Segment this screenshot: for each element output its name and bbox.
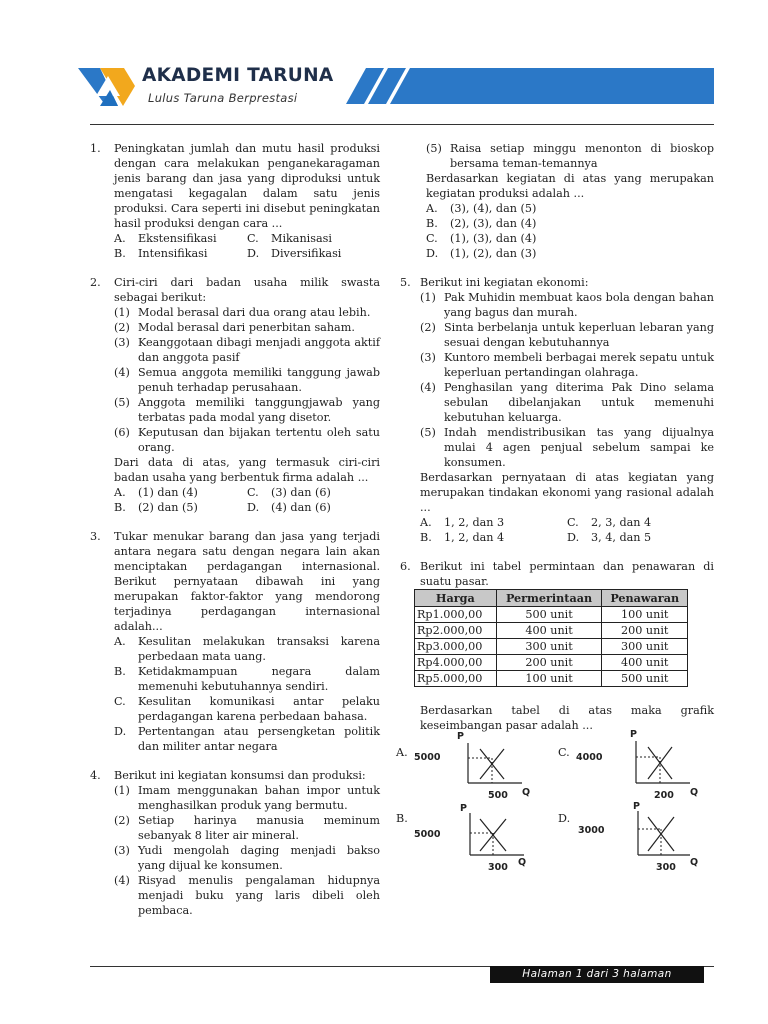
table-header-row [415, 590, 688, 607]
question-prompt: Dari data di atas, yang termasuk ciri-ciri badan usaha yang berbentuk firma adalah ... [114, 456, 380, 484]
list-item: (3) Yudi mengolah daging menjadi bakso yang dijual ke konsumen. [114, 844, 380, 872]
option-c[interactable]: C. (1), (3), dan (4) [426, 232, 537, 245]
list-item: (5) Anggota memiliki tanggungjawab yang terbatas pada modal yang disetor. [114, 396, 380, 424]
graph-label: A. [396, 746, 408, 759]
col-header-permintaan: Permerintaan [496, 590, 602, 607]
logo-icon [78, 68, 135, 106]
question-2 [90, 275, 380, 515]
axis-p-label: P [457, 731, 464, 742]
axis-q-label: Q [522, 787, 531, 798]
supply-demand-table [414, 589, 688, 687]
graph-option-b[interactable] [396, 803, 536, 877]
col-header-penawaran: Penawaran [602, 590, 688, 607]
quantity-label: 300 [488, 862, 508, 873]
equilibrium-graph [396, 735, 536, 805]
option-d[interactable]: D. 3, 4, dan 5 [567, 531, 652, 544]
list-item: (2) Setiap harinya manusia meminum sebanyak 8 liter air mineral. [114, 814, 380, 842]
question-text: Berikut ini kegiatan ekonomi: [420, 276, 589, 289]
options [114, 231, 380, 261]
page-header [0, 0, 768, 130]
graph-options [396, 729, 714, 883]
options [420, 515, 714, 545]
option-a[interactable]: A. (1) dan (4) [114, 486, 198, 499]
option-c[interactable]: C. Kesulitan komunikasi antar pelaku perdagangan karena perbedaan bahasa. [114, 695, 380, 723]
question-5 [400, 275, 714, 545]
equilibrium-graph [558, 807, 698, 877]
table-row: Rp4.000,00 200 unit 400 unit [415, 655, 688, 671]
question-text: Ciri-ciri dari badan usaha milik swasta sebagai berikut: [114, 276, 380, 304]
axis-p-label: P [633, 801, 640, 812]
list-item: (3) Keanggotaan dibagi menjadi anggota aktif dan anggota pasif [114, 336, 380, 364]
list-item: (1) Modal berasal dari dua orang atau lebih. [114, 306, 371, 319]
price-label: 3000 [578, 825, 605, 836]
graph-option-c[interactable] [558, 729, 699, 805]
table-row: Rp2.000,00 400 unit 200 unit [415, 623, 688, 639]
question-4-continued [426, 141, 714, 261]
axis-q-label: Q [690, 787, 699, 798]
option-c[interactable]: C. 2, 3, dan 4 [567, 516, 652, 529]
price-label: 5000 [414, 752, 441, 763]
quantity-label: 200 [654, 790, 674, 801]
axis-p-label: P [460, 803, 467, 814]
axis-q-label: Q [690, 857, 699, 868]
option-b[interactable]: B. Ketidakmampuan negara dalam memenuhi kebutuhannya sendiri. [114, 665, 380, 693]
graph-label: D. [558, 812, 571, 825]
list-item: (4) Semua anggota memiliki tanggung jawab penuh terhadap perusahaan. [114, 366, 380, 394]
left-column [90, 141, 380, 918]
equilibrium-graph [558, 735, 698, 805]
header-graphics [0, 0, 768, 130]
list-item: (1) Imam menggunakan bahan impor untuk menghasilkan produk yang bermutu. [114, 784, 380, 812]
question-6 [396, 559, 714, 883]
question-prompt: Berdasarkan tabel di atas maka grafik keseimbangan pasar adalah ... [420, 704, 714, 732]
question-number: 3. [90, 530, 101, 543]
option-b[interactable]: B. Intensifikasi [114, 247, 208, 260]
axis-q-label: Q [518, 857, 527, 868]
option-d[interactable]: D. Pertentangan atau persengketan politik dan militer antar negara [114, 725, 380, 753]
question-number: 4. [90, 769, 101, 782]
list-item: (5) Raisa setiap minggu menonton di bioskop bersama teman-temannya [426, 142, 714, 170]
header-rule [90, 124, 714, 125]
quantity-label: 500 [488, 790, 508, 801]
option-b[interactable]: B. 1, 2, dan 4 [420, 531, 505, 544]
price-label: 5000 [414, 829, 441, 840]
question-3 [90, 529, 380, 754]
table-row: Rp5.000,00 100 unit 500 unit [415, 671, 688, 687]
graph-label: B. [396, 812, 408, 825]
quantity-label: 300 [656, 862, 676, 873]
page-indicator: Halaman 1 dari 3 halaman [490, 966, 704, 983]
list-item: (5) Indah mendistribusikan tas yang dijualnya mulai 4 agen penjual sebelum sampai ke konsumen. [420, 426, 714, 469]
question-text: Berikut ini tabel permintaan dan penawaran di suatu pasar. [420, 560, 714, 588]
options [114, 485, 380, 515]
question-number: 5. [400, 276, 411, 289]
question-text: Peningkatan jumlah dan mutu hasil produksi dengan cara melakukan penganekaragaman jenis barang dan jasa yang diproduksi untuk mengatasi kegagalan dalam satu jenis produksi. Cara seperti ini disebut peningkatan hasil produksi dengan cara ... [114, 142, 380, 230]
question-prompt: Berdasarkan pernyataan di atas kegiatan yang merupakan tindakan ekonomi yang rasional adalah ... [420, 471, 714, 514]
option-a[interactable]: A. Kesulitan melakukan transaksi karena perbedaan mata uang. [114, 635, 380, 663]
option-c[interactable]: C. Mikanisasi [247, 232, 332, 245]
list-item: (4) Risyad menulis pengalaman hidupnya menjadi buku yang laris dibeli oleh pembaca. [114, 874, 380, 917]
option-a[interactable]: A. (3), (4), dan (5) [426, 202, 537, 215]
list-item: (2) Sinta berbelanja untuk keperluan lebaran yang sesuai dengan kebutuhannya [420, 321, 714, 349]
question-text: Berikut ini kegiatan konsumsi dan produksi: [114, 769, 366, 782]
brand-name: AKADEMI TARUNA [142, 65, 334, 86]
graph-label: C. [558, 746, 570, 759]
header-bar [390, 68, 714, 104]
price-label: 4000 [576, 752, 603, 763]
question-prompt: Berdasarkan kegiatan di atas yang merupakan kegiatan produksi adalah ... [426, 172, 714, 200]
option-d[interactable]: D. Diversifikasi [247, 247, 342, 260]
list-item: (1) Pak Muhidin membuat kaos bola dengan bahan yang bagus dan murah. [420, 291, 714, 319]
question-4 [90, 768, 380, 918]
option-d[interactable]: D. (1), (2), dan (3) [426, 247, 537, 260]
list-item: (4) Penghasilan yang diterima Pak Dino selama sebulan dibelanjakan untuk memenuhi kebutuhan keluarga. [420, 381, 714, 424]
list-item: (6) Keputusan dan bijakan tertentu oleh satu orang. [114, 426, 380, 454]
question-1 [90, 141, 380, 261]
list-item: (2) Modal berasal dari penerbitan saham. [114, 321, 355, 334]
graph-option-d[interactable] [558, 801, 699, 877]
question-number: 2. [90, 276, 101, 289]
equilibrium-graph [396, 807, 536, 877]
option-a[interactable]: A. Ekstensifikasi [114, 232, 217, 245]
option-b[interactable]: B. (2) dan (5) [114, 501, 198, 514]
table-row: Rp3.000,00 300 unit 300 unit [415, 639, 688, 655]
graph-option-a[interactable] [396, 731, 536, 805]
axis-p-label: P [630, 729, 637, 740]
question-text: Tukar menukar barang dan jasa yang terjadi antara negara satu dengan negara lain akan menciptakan perdagangan internasional. Berikut pernyataan dibawah ini yang merupakan faktor-faktor yang mendorong terjadinya perdagangan internasional adalah... [114, 530, 380, 633]
table-row: Rp1.000,00 500 unit 100 unit [415, 607, 688, 623]
list-item: (3) Kuntoro membeli berbagai merek sepatu untuk keperluan pertandingan olahraga. [420, 351, 714, 379]
option-b[interactable]: B. (2), (3), dan (4) [426, 217, 537, 230]
question-number: 1. [90, 142, 101, 155]
right-column [396, 141, 714, 883]
option-a[interactable]: A. 1, 2, dan 3 [420, 516, 505, 529]
brand-tagline: Lulus Taruna Berprestasi [148, 91, 298, 105]
option-d[interactable]: D. (4) dan (6) [247, 501, 331, 514]
option-c[interactable]: C. (3) dan (6) [247, 486, 331, 499]
question-number: 6. [400, 560, 411, 573]
col-header-harga: Harga [415, 590, 497, 607]
